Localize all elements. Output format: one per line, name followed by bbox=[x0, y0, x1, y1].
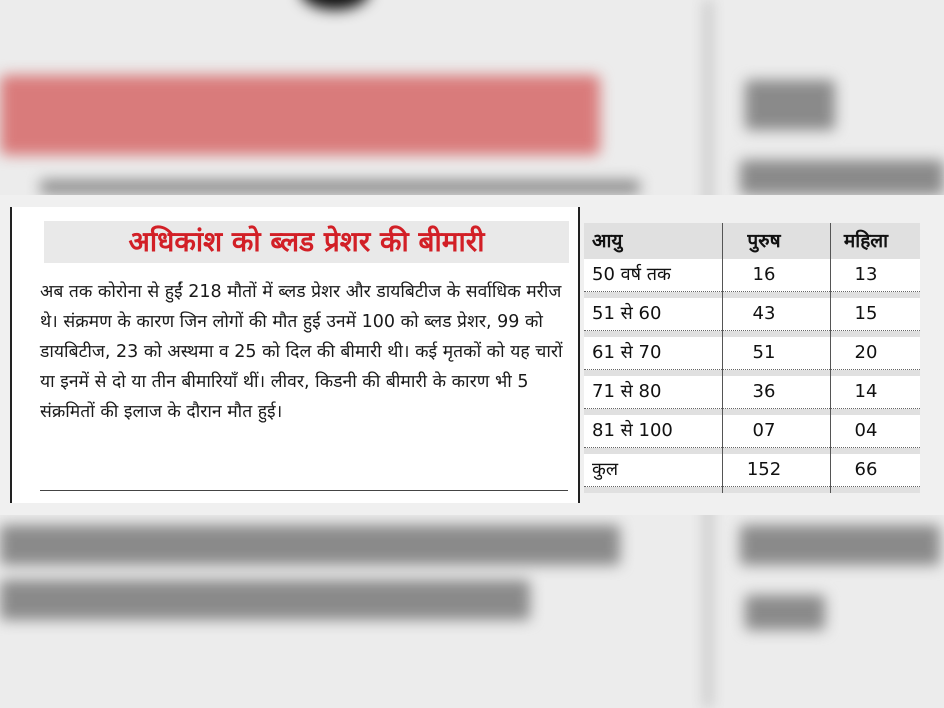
male-cell: 36 bbox=[752, 381, 776, 402]
female-cell: 14 bbox=[854, 381, 878, 402]
article-headline: अधिकांश को ब्लड प्रेशर की बीमारी bbox=[128, 225, 485, 258]
male-cell: 07 bbox=[752, 420, 776, 441]
header-male: पुरुष bbox=[747, 230, 781, 252]
blurred-ink-spot bbox=[300, 0, 370, 10]
age-cell: 51 से 60 bbox=[592, 303, 662, 324]
female-cell: 04 bbox=[854, 420, 878, 441]
female-cell: 15 bbox=[854, 303, 878, 324]
article-bottom-rule bbox=[40, 490, 568, 491]
article-body: अब तक कोरोना से हुईं 218 मौतों में ब्लड प्रेशर और डायबिटीज के सर्वाधिक मरीज थे। संक्रमण के कारण जिन लोगों की मौत हुई उनमें 100 को ब्लड प्रेशर, 99 को डायबिटीज, 23 को अस्थमा व 25 को दिल की बीमारी थी। कई मृतकों को यह चारों या इनमें से दो या तीन बीमारियाँ थीं। लीवर, किडनी की बीमारी के कारण भी 5 संक्रमितों की इलाज के दौरान मौत हुई। bbox=[40, 282, 563, 422]
table-row bbox=[584, 376, 920, 409]
news-clipping bbox=[0, 195, 944, 515]
age-cell: 50 वर्ष तक bbox=[592, 264, 671, 285]
table-row bbox=[584, 337, 920, 370]
table-row bbox=[584, 415, 920, 448]
column-divider bbox=[578, 207, 580, 503]
age-cell: 71 से 80 bbox=[592, 381, 662, 402]
female-cell: 20 bbox=[854, 342, 878, 363]
table-total-row bbox=[584, 454, 920, 487]
header-female: महिला bbox=[843, 230, 889, 252]
blurred-text-line bbox=[745, 595, 825, 630]
age-cell: 61 से 70 bbox=[592, 342, 662, 363]
total-label-cell: कुल bbox=[592, 459, 619, 480]
blurred-text-line bbox=[745, 80, 835, 130]
blurred-text-line bbox=[0, 580, 530, 620]
blurred-text-line bbox=[40, 180, 640, 194]
male-cell: 16 bbox=[752, 264, 776, 285]
article-column bbox=[10, 207, 579, 503]
male-cell: 51 bbox=[752, 342, 776, 363]
blurred-text-line bbox=[0, 525, 620, 565]
age-cell: 81 से 100 bbox=[592, 420, 673, 441]
deaths-by-age-table bbox=[584, 223, 920, 493]
male-cell: 43 bbox=[752, 303, 776, 324]
column-separator bbox=[722, 223, 723, 493]
table-row bbox=[584, 298, 920, 331]
column-separator bbox=[830, 223, 831, 493]
headline-box bbox=[44, 221, 569, 263]
header-age: आयु bbox=[592, 230, 623, 252]
table-header-row bbox=[584, 223, 920, 259]
blurred-text-line bbox=[740, 160, 944, 195]
male-total-cell: 152 bbox=[746, 459, 782, 480]
female-total-cell: 66 bbox=[854, 459, 878, 480]
blurred-text-line bbox=[740, 525, 940, 565]
female-cell: 13 bbox=[854, 264, 878, 285]
blurred-red-heading bbox=[0, 75, 600, 155]
table-row bbox=[584, 259, 920, 292]
